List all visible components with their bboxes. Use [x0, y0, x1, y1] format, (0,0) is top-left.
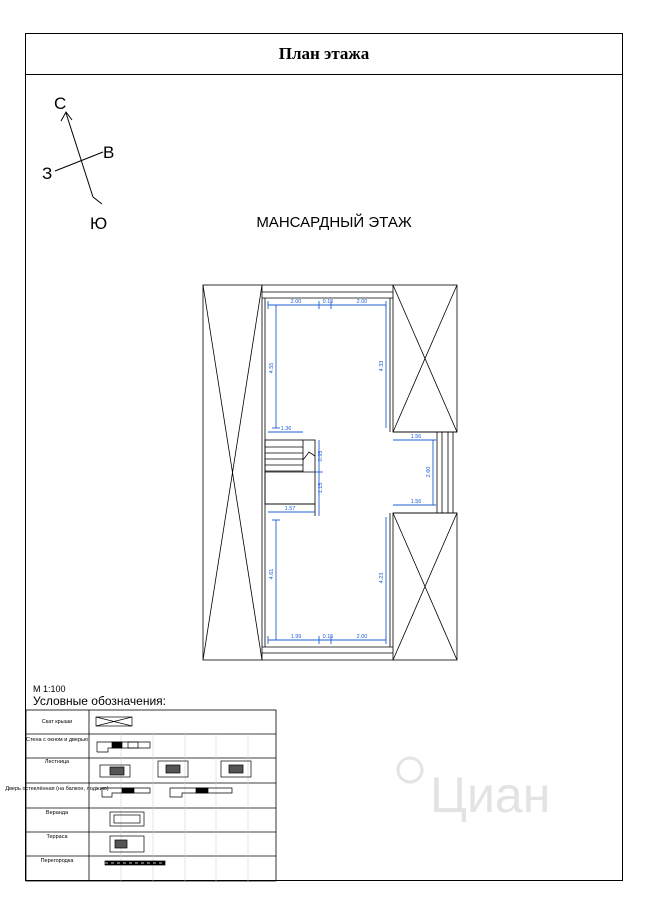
compass-north-arrow: [61, 112, 72, 121]
legend-label-roof: Скат крыши: [41, 719, 73, 725]
dim-stair-bottom: 1.57: [284, 506, 296, 512]
page-title: План этажа: [278, 44, 370, 63]
legend-label-terrace: Терраса: [46, 834, 68, 840]
terrace-symbol: [110, 836, 144, 852]
wall-symbol: [97, 742, 150, 752]
dim-bottom-left: 1.99: [290, 634, 302, 640]
stairs-symbol: [100, 761, 251, 777]
watermark-text: Циан: [430, 767, 551, 823]
legend-symbols: [96, 717, 251, 865]
dim-terrace-height: 2.60: [426, 466, 432, 478]
dim-bottom-right: 2.00: [356, 634, 368, 640]
roof-slope-symbol: [96, 717, 132, 726]
legend-table: [26, 710, 276, 881]
dim-stair-d1: 0.95: [318, 450, 324, 462]
dim-top-right: 2.00: [356, 299, 368, 305]
dim-stair-d2: 1.15: [318, 482, 324, 494]
legend-label-glass-door: Дверь остеклённая (на балкон, лоджию): [5, 786, 109, 792]
dim-terrace-bottom: 1.56: [410, 499, 422, 505]
dim-right-upper: 4.33: [379, 360, 385, 372]
legend-grid: [121, 734, 248, 881]
compass-north-label: С: [54, 94, 67, 113]
compass: [55, 112, 103, 204]
dim-left-upper: 4.55: [269, 362, 275, 374]
scale-label: М 1:100: [33, 684, 66, 694]
compass-ns-axis: [66, 113, 93, 197]
compass-south-label: Ю: [90, 214, 108, 233]
legend-labels: [5, 719, 108, 864]
dimension-labels: [269, 299, 432, 640]
legend-label-stairs: Лестница: [44, 759, 70, 765]
dim-right-lower: 4.23: [379, 572, 385, 584]
dim-stair-width: 1.36: [280, 426, 292, 432]
roof-slopes: [203, 285, 457, 660]
compass-south-tick: [93, 197, 102, 204]
watermark: [398, 758, 550, 823]
dim-terrace-top: 1.56: [410, 434, 422, 440]
veranda-symbol: [110, 812, 144, 826]
legend-label-veranda: Веранда: [45, 810, 69, 816]
legend-label-partition: Перегородка: [40, 858, 74, 864]
dim-top-left: 2.00: [290, 299, 302, 305]
dim-top-mid: 0.15: [322, 299, 334, 305]
glass-door-symbol: [102, 788, 232, 797]
dimension-lines: [268, 301, 436, 644]
floor-title: МАНСАРДНЫЙ ЭТАЖ: [256, 214, 412, 231]
dim-left-lower: 4.61: [269, 568, 275, 580]
legend-title: Условные обозначения:: [33, 694, 166, 708]
compass-west-label: З: [42, 164, 53, 183]
dim-bottom-mid: 0.15: [322, 634, 334, 640]
compass-east-label: В: [103, 143, 115, 162]
legend-label-wall: Стена с окном и дверью: [25, 737, 89, 743]
watermark-logo-icon: [398, 758, 422, 782]
partition-symbol: [105, 861, 165, 865]
